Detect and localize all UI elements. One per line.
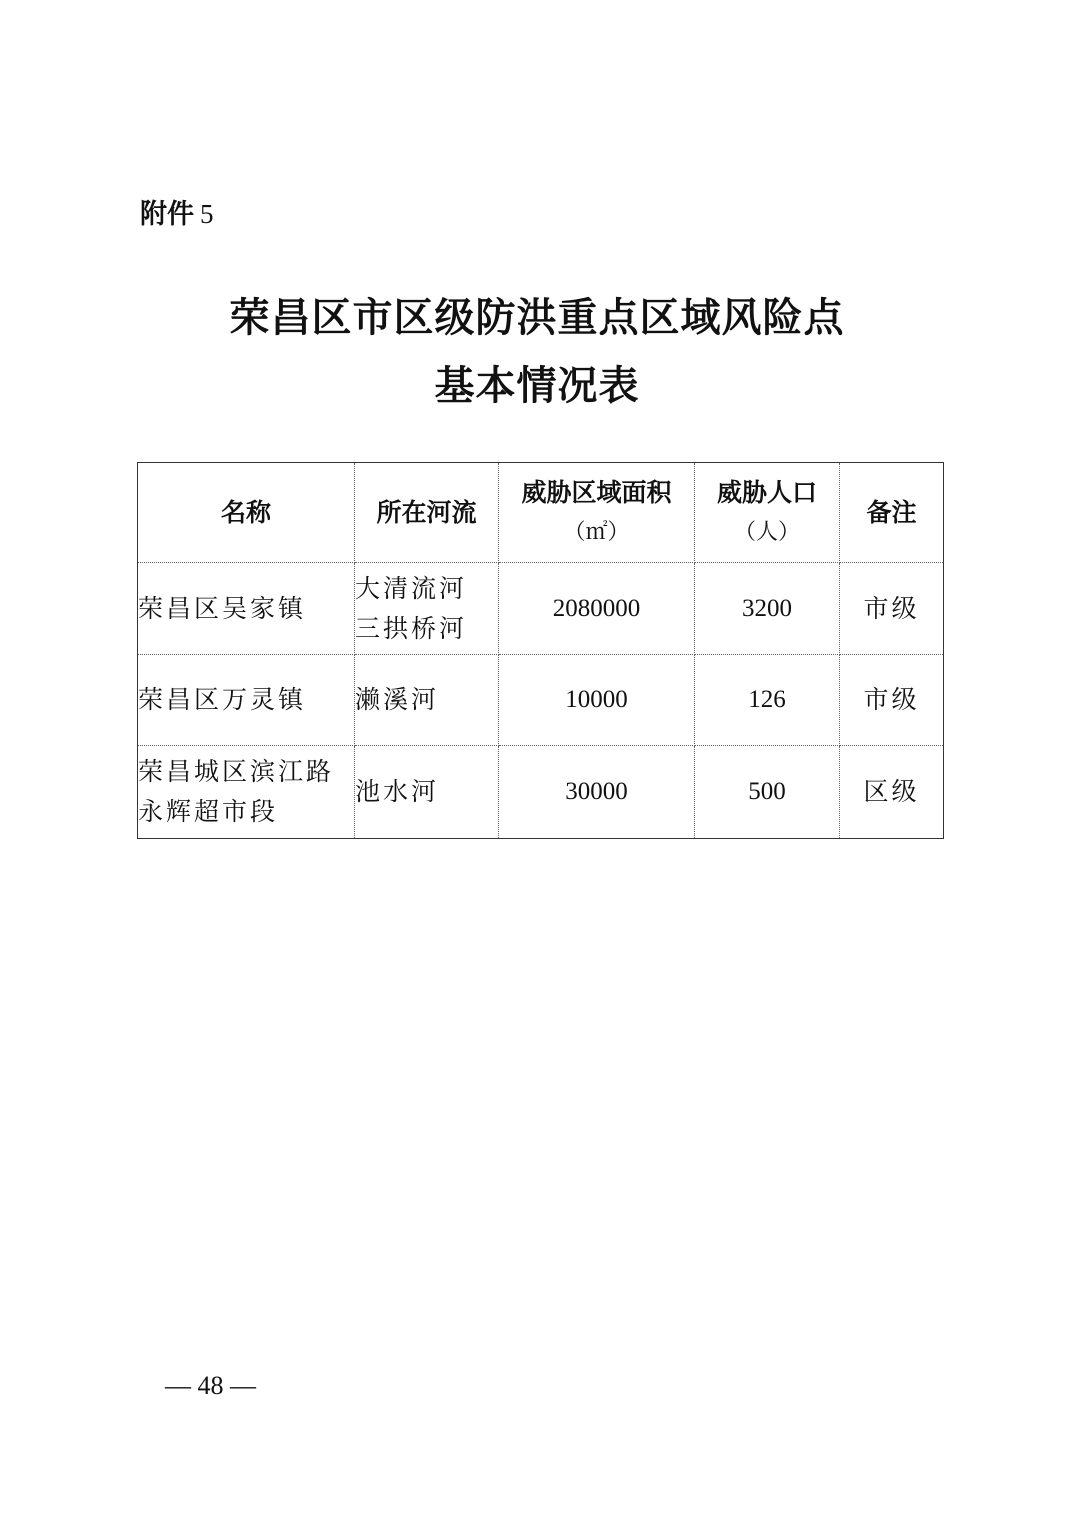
header-area-label: 威胁区域面积 (521, 477, 672, 507)
header-river (355, 463, 499, 563)
header-note-label: 备注 (866, 497, 917, 527)
cell-area: 30000 (499, 746, 695, 839)
cell-name (138, 563, 355, 655)
cell-population: 126 (695, 655, 840, 746)
cell-name (138, 655, 355, 746)
cell-name-line: 荣昌城区滨江路 (138, 757, 335, 786)
cell-note: 市级 (840, 563, 944, 655)
header-name-label: 名称 (220, 497, 271, 527)
cell-area: 10000 (499, 655, 695, 746)
cell-name-line: 荣昌区吴家镇 (138, 593, 307, 623)
document-title-line1: 荣昌区市区级防洪重点区域风险点 (229, 295, 845, 341)
cell-river (355, 746, 499, 839)
attachment-number: 5 (200, 199, 214, 229)
table-header-row (138, 463, 944, 563)
attachment-text: 附件 (140, 199, 194, 230)
cell-name (138, 746, 355, 839)
table-row (138, 746, 944, 839)
cell-river-line: 濑溪河 (355, 685, 440, 714)
header-name (138, 463, 355, 563)
document-title-line2: 基本情况表 (434, 363, 640, 409)
cell-river (355, 563, 499, 655)
table-row (138, 563, 944, 655)
cell-name-line: 永辉超市段 (138, 797, 279, 826)
header-note (840, 463, 944, 563)
header-population-unit: （人） (733, 519, 800, 545)
header-river-label: 所在河流 (376, 497, 477, 527)
header-area-unit: （㎡） (563, 519, 630, 545)
cell-area: 2080000 (499, 563, 695, 655)
header-area (499, 463, 695, 563)
cell-river (355, 655, 499, 746)
cell-river-line: 池水河 (355, 777, 440, 806)
page-number: — 48 — (165, 1371, 256, 1400)
table-row (138, 655, 944, 746)
cell-population: 3200 (695, 563, 840, 655)
risk-point-table (137, 462, 944, 839)
cell-population: 500 (695, 746, 840, 839)
cell-river-line: 大清流河 (355, 573, 468, 603)
cell-note: 市级 (840, 655, 944, 746)
header-population (695, 463, 840, 563)
cell-name-line: 荣昌区万灵镇 (138, 685, 307, 714)
header-population-label: 威胁人口 (716, 477, 817, 507)
cell-note: 区级 (840, 746, 944, 839)
cell-river-line: 三拱桥河 (355, 613, 468, 643)
attachment-label (140, 196, 214, 233)
